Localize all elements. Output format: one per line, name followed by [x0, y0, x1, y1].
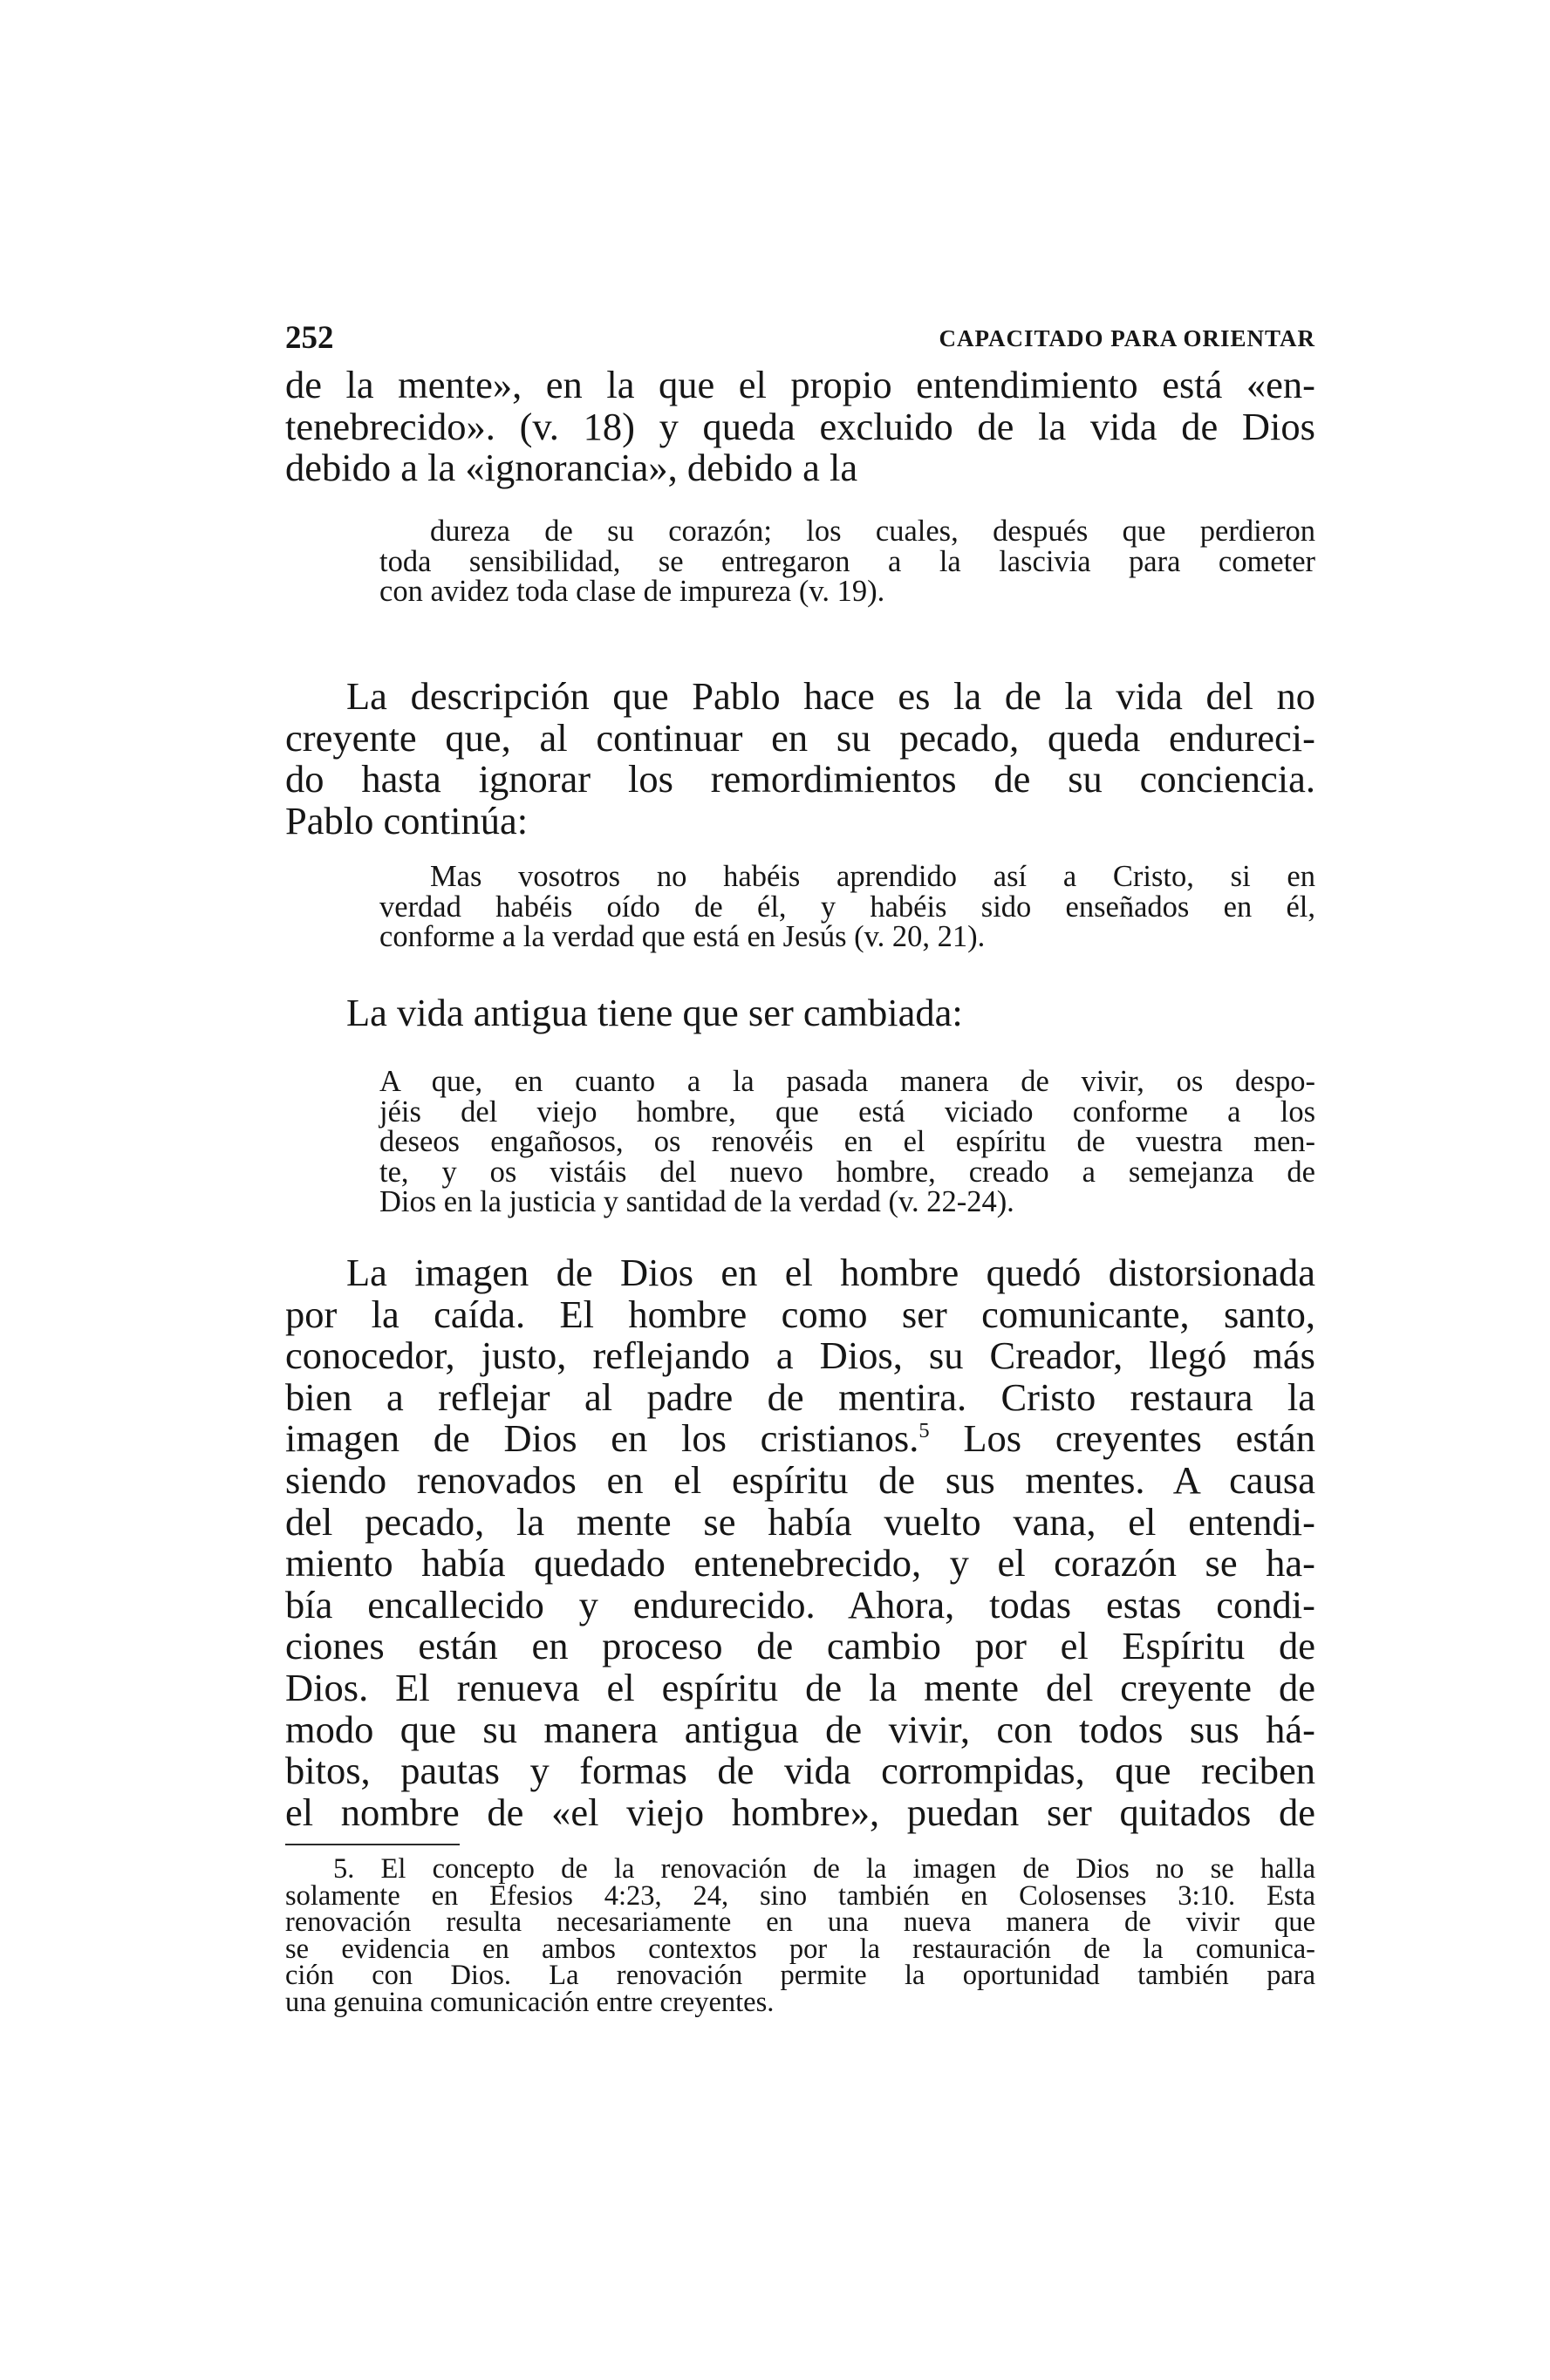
- footnote-line: solamente en Efesios 4:23, 24, sino también en Colosenses 3:10. Esta: [285, 1879, 1315, 1912]
- text-line: La imagen de Dios en el hombre quedó distorsionada: [346, 1251, 1315, 1294]
- footnote-line: renovación resulta necesariamente en una nueva manera de vivir que: [285, 1906, 1315, 1938]
- text-line: do hasta ignorar los remordimientos de su conciencia.: [285, 757, 1315, 801]
- footnote-line: 5. El concepto de la renovación de la imagen de Dios no se halla: [333, 1853, 1315, 1885]
- text-line: te, y os vistáis del nuevo hombre, creado a semejanza de: [379, 1155, 1315, 1189]
- footnote-5: [285, 1853, 1315, 2018]
- text-line: miento había quedado entenebrecido, y el corazón se ha-: [285, 1541, 1315, 1586]
- text-line: bitos, pautas y formas de vida corrompidas, que reciben: [285, 1749, 1315, 1793]
- paragraph-1: [285, 365, 1315, 489]
- text-line: dureza de su corazón; los cuales, después que perdieron: [430, 515, 1315, 548]
- text-line: toda sensibilidad, se entregaron a la lascivia para cometer: [379, 544, 1315, 578]
- text-line: La vida antigua tiene que ser cambiada:: [346, 991, 963, 1034]
- text-line: siendo renovados en el espíritu de sus mentes. A causa: [285, 1457, 1315, 1502]
- paragraph-4: [285, 1252, 1315, 1833]
- text-line: conocedor, justo, reflejando a Dios, su Creador, llegó más: [285, 1333, 1315, 1378]
- text-fragment: imagen de Dios en los cristianos.: [285, 1416, 919, 1461]
- text-line: Mas vosotros no habéis aprendido así a Cristo, si en: [430, 860, 1315, 893]
- footnote-line: se evidencia en ambos contextos por la restauración de la comunica-: [285, 1933, 1315, 1965]
- text-line: jéis del viejo hombre, que está viciado conforme a los: [379, 1095, 1315, 1129]
- text-line: La descripción que Pablo hace es la de la vida del no: [346, 674, 1315, 718]
- text-line: deseos engañosos, os renovéis en el espíritu de vuestra men-: [379, 1125, 1315, 1159]
- footnote-line: ción con Dios. La renovación permite la oportunidad también para: [285, 1960, 1315, 1991]
- page-number: 252: [285, 320, 334, 356]
- text-line: bía encallecido y endurecido. Ahora, todas estas condi-: [285, 1582, 1315, 1626]
- text-line: bien a reflejar al padre de mentira. Cristo restaura la: [285, 1374, 1315, 1419]
- text-line: Pablo continúa:: [285, 798, 529, 842]
- footnote-divider: [285, 1844, 460, 1845]
- paragraph-3: [285, 992, 1315, 1034]
- text-line: creyente que, al continuar en su pecado, queda endureci-: [285, 715, 1315, 760]
- text-fragment: Los creyentes están: [929, 1416, 1315, 1461]
- text-line: por la caída. El hombre como ser comunicante, santo,: [285, 1292, 1315, 1336]
- text-line: conforme a la verdad que está en Jesús (v. 20, 21).: [379, 920, 986, 954]
- text-line: con avidez toda clase de impureza (v. 19).: [379, 575, 885, 609]
- text-line: el nombre de «el viejo hombre», puedan ser quitados de: [285, 1790, 1315, 1834]
- text-line: modo que su manera antigua de vivir, con todos sus há-: [285, 1707, 1315, 1751]
- text-line: verdad habéis oído de él, y habéis sido enseñados en él,: [379, 890, 1315, 924]
- page-header: [285, 321, 1315, 356]
- text-line: Dios en la justicia y santidad de la verdad (v. 22-24).: [379, 1185, 1014, 1219]
- text-line: A que, en cuanto a la pasada manera de vivir, os despo-: [379, 1065, 1315, 1098]
- text-line: [285, 1418, 1315, 1460]
- text-line: tenebrecido». (v. 18) y queda excluido de la vida de Dios: [285, 404, 1315, 448]
- paragraph-2: [285, 676, 1315, 842]
- text-line: del pecado, la mente se había vuelto vana, el entendi-: [285, 1499, 1315, 1544]
- text-line: ciones están en proceso de cambio por el Espíritu de: [285, 1624, 1315, 1668]
- text-line: de la mente», en la que el propio entendimiento está «en-: [285, 363, 1315, 406]
- footnote-line: una genuina comunicación entre creyentes.: [285, 1986, 775, 2018]
- text-line: debido a la «ignorancia», debido a la: [285, 446, 858, 490]
- block-quote-1: [379, 516, 1315, 607]
- running-title: CAPACITADO PARA ORIENTAR: [939, 325, 1315, 351]
- footnote-marker: 5: [918, 1419, 930, 1443]
- block-quote-3: [379, 1067, 1315, 1217]
- text-line: Dios. El renueva el espíritu de la mente del creyente de: [285, 1665, 1315, 1709]
- block-quote-2: [379, 862, 1315, 952]
